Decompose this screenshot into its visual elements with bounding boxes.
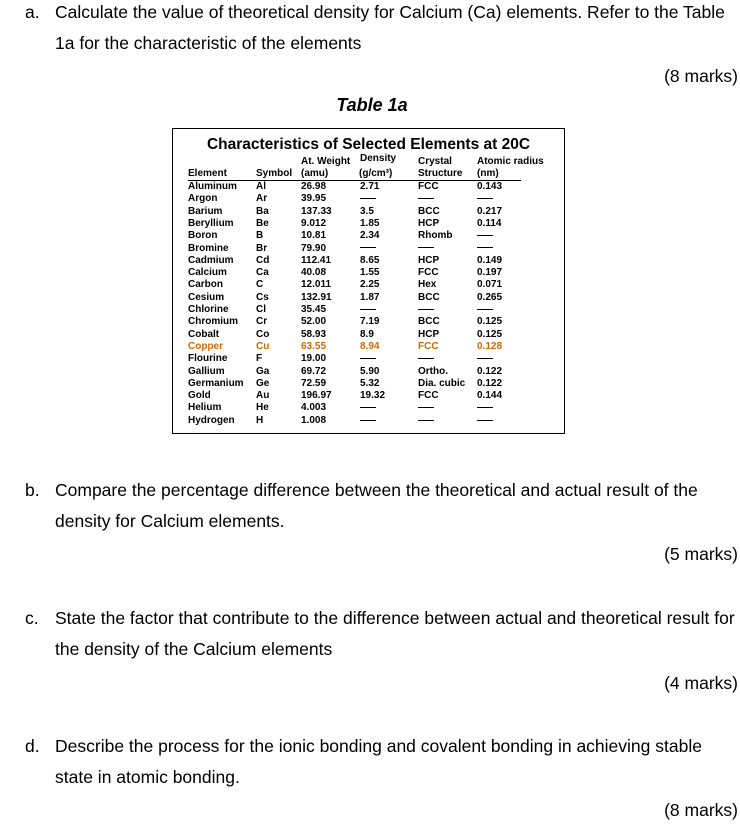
cell-weight: 26.98: [301, 181, 327, 192]
cell-symbol: H: [256, 414, 264, 426]
cell-symbol: Be: [256, 217, 269, 229]
cell-element: Helium: [188, 402, 222, 414]
cell-density: 7.19: [360, 316, 380, 328]
cell-density: 1.87: [360, 291, 380, 303]
cell-weight: 58.93: [301, 328, 327, 340]
marks-a: (8 marks): [664, 66, 738, 86]
empty-cell-dash: [360, 193, 376, 205]
cell-element: Hydrogen: [188, 414, 235, 426]
marks-b: (5 marks): [664, 544, 738, 564]
cell-element: Aluminum: [188, 181, 237, 192]
cell-radius: 0.265: [477, 291, 503, 303]
cell-element: Copper: [188, 340, 223, 352]
cell-element: Gold: [188, 390, 211, 402]
cell-element: Flourine: [188, 353, 228, 365]
cell-symbol: Cl: [256, 304, 266, 315]
cell-symbol: Cd: [256, 254, 270, 266]
cell-element: Barium: [188, 205, 223, 217]
cell-structure: FCC: [418, 340, 439, 352]
dash-mark: [360, 407, 376, 408]
empty-cell-dash: [418, 415, 434, 427]
cell-symbol: Br: [256, 242, 268, 254]
cell-structure: Dia. cubic: [418, 377, 466, 389]
cell-density: 2.25: [360, 279, 380, 291]
cell-symbol: Co: [256, 328, 270, 340]
cell-weight: 79.90: [301, 242, 327, 254]
marks-d: (8 marks): [664, 800, 738, 820]
cell-radius: 0.125: [477, 316, 503, 328]
dash-mark: [477, 407, 493, 408]
header-structure: Crystal: [418, 156, 452, 167]
dash-mark: [360, 198, 376, 199]
cell-symbol: Au: [256, 390, 270, 402]
header-weight: At. Weight: [301, 156, 351, 167]
cell-structure: Ortho.: [418, 365, 448, 377]
question-b: [25, 475, 740, 537]
cell-density: 5.90: [360, 365, 380, 377]
dash-mark: [477, 420, 493, 421]
cell-weight: 137.33: [301, 205, 332, 217]
cell-radius: 0.125: [477, 328, 503, 340]
cell-structure: BCC: [418, 291, 440, 303]
dash-mark: [477, 235, 493, 236]
cell-element: Carbon: [188, 279, 223, 291]
empty-cell-dash: [477, 304, 493, 316]
cell-density: 8.94: [360, 340, 380, 352]
cell-radius: 0.071: [477, 279, 503, 291]
cell-structure: FCC: [418, 181, 439, 192]
header-radius-unit: (nm): [477, 168, 499, 179]
question-label: a.: [25, 2, 40, 22]
cell-symbol: Cs: [256, 291, 269, 303]
empty-cell-dash: [477, 243, 493, 255]
cell-symbol: C: [256, 279, 264, 291]
cell-weight: 9.012: [301, 217, 327, 229]
empty-cell-dash: [477, 230, 493, 242]
cell-element: Calcium: [188, 267, 227, 279]
cell-structure: BCC: [418, 316, 440, 328]
cell-weight: 12.011: [301, 279, 332, 291]
cell-symbol: Cu: [256, 340, 270, 352]
cell-weight: 69.72: [301, 365, 327, 377]
cell-symbol: Ge: [256, 377, 270, 389]
dash-mark: [418, 198, 434, 199]
table-title: Characteristics of Selected Elements at 20C: [206, 136, 531, 153]
cell-element: Chromium: [188, 316, 238, 328]
cell-element: Boron: [188, 230, 218, 242]
dash-mark: [477, 198, 493, 199]
dash-mark: [360, 420, 376, 421]
header-density-unit: (g/cm³): [359, 168, 393, 179]
elements-table: [172, 128, 565, 434]
cell-weight: 72.59: [301, 377, 327, 389]
cell-symbol: Ba: [256, 205, 269, 217]
cell-element: Germanium: [188, 377, 244, 389]
header-density: Density: [360, 153, 397, 164]
cell-weight: 132.91: [301, 291, 332, 303]
cell-element: Beryllium: [188, 217, 234, 229]
empty-cell-dash: [418, 402, 434, 414]
cell-structure: Hex: [418, 279, 437, 291]
dash-mark: [477, 247, 493, 248]
cell-element: Cobalt: [188, 328, 220, 340]
cell-weight: 10.81: [301, 230, 327, 242]
cell-density: 19.32: [360, 390, 386, 402]
cell-density: 1.85: [360, 217, 380, 229]
cell-element: Cesium: [188, 291, 225, 303]
dash-mark: [360, 358, 376, 359]
cell-weight: 1.008: [301, 414, 327, 426]
header-radius: Atomic radius: [477, 156, 544, 167]
cell-symbol: Ar: [256, 193, 268, 205]
question-label: d.: [25, 736, 40, 756]
question-a: [25, 0, 740, 59]
cell-radius: 0.144: [477, 390, 503, 402]
header-structure-2: Structure: [418, 168, 463, 179]
cell-weight: 39.95: [301, 193, 327, 205]
question-label: b.: [25, 480, 40, 500]
empty-cell-dash: [360, 304, 376, 316]
cell-structure: Rhomb: [418, 230, 453, 242]
cell-symbol: F: [256, 353, 263, 365]
cell-weight: 4.003: [301, 402, 327, 414]
dash-mark: [418, 247, 434, 248]
header-element: Element: [188, 168, 227, 179]
cell-symbol: Ca: [256, 267, 269, 279]
empty-cell-dash: [418, 193, 434, 205]
cell-density: 8.65: [360, 254, 380, 266]
question-text: Compare the percentage difference between the theoretical and actual result of the density for Calcium elements.: [55, 480, 698, 531]
cell-weight: 112.41: [301, 254, 332, 266]
dash-mark: [477, 358, 493, 359]
cell-density: 5.32: [360, 377, 380, 389]
cell-structure: FCC: [418, 390, 439, 402]
cell-element: Argon: [188, 193, 218, 205]
cell-symbol: Cr: [256, 316, 268, 328]
empty-cell-dash: [477, 415, 493, 427]
cell-symbol: He: [256, 402, 269, 414]
cell-element: Chlorine: [188, 304, 229, 315]
marks-c: (4 marks): [664, 673, 738, 693]
cell-element: Gallium: [188, 365, 225, 377]
header-symbol: Symbol: [256, 168, 293, 179]
cell-symbol: Ga: [256, 365, 270, 377]
cell-radius: 0.217: [477, 205, 503, 217]
question-text: Calculate the value of theoretical density for Calcium (Ca) elements. Refer to the Table 1a for the characteristic of the elements: [55, 2, 725, 53]
table-caption: Table 1a: [336, 95, 408, 115]
dash-mark: [418, 309, 434, 310]
cell-weight: 63.55: [301, 340, 327, 352]
empty-cell-dash: [418, 304, 434, 316]
cell-structure: HCP: [418, 254, 440, 266]
cell-structure: HCP: [418, 328, 440, 340]
question-c: [25, 603, 740, 665]
empty-cell-dash: [477, 402, 493, 414]
cell-radius: 0.122: [477, 365, 503, 377]
question-label: c.: [25, 608, 39, 628]
cell-structure: BCC: [418, 205, 440, 217]
dash-mark: [477, 309, 493, 310]
dash-mark: [360, 247, 376, 248]
cell-density: 2.71: [360, 181, 380, 192]
question-text: Describe the process for the ionic bonding and covalent bonding in achieving stable state in atomic bonding.: [55, 736, 702, 787]
cell-weight: 40.08: [301, 267, 327, 279]
cell-radius: 0.143: [477, 181, 503, 192]
cell-radius: 0.197: [477, 267, 503, 279]
header-rule: [188, 180, 521, 181]
cell-radius: 0.128: [477, 340, 503, 352]
dash-mark: [418, 407, 434, 408]
cell-element: Cadmium: [188, 254, 234, 266]
question-text: State the factor that contribute to the difference between actual and theoretical result for the density of the Calcium elements: [55, 608, 735, 659]
cell-weight: 196.97: [301, 390, 332, 402]
cell-symbol: B: [256, 230, 264, 242]
empty-cell-dash: [360, 353, 376, 365]
cell-weight: 19.00: [301, 353, 327, 365]
empty-cell-dash: [360, 415, 376, 427]
empty-cell-dash: [360, 402, 376, 414]
empty-cell-dash: [418, 243, 434, 255]
empty-cell-dash: [477, 193, 493, 205]
question-d: [25, 731, 740, 793]
cell-radius: 0.149: [477, 254, 503, 266]
cell-structure: HCP: [418, 217, 440, 229]
cell-radius: 0.122: [477, 377, 503, 389]
cell-weight: 35.45: [301, 304, 327, 315]
cell-symbol: Al: [256, 181, 266, 192]
empty-cell-dash: [477, 353, 493, 365]
cell-weight: 52.00: [301, 316, 327, 328]
empty-cell-dash: [418, 353, 434, 365]
empty-cell-dash: [360, 243, 376, 255]
dash-mark: [418, 420, 434, 421]
dash-mark: [418, 358, 434, 359]
cell-structure: FCC: [418, 267, 439, 279]
cell-density: 8.9: [360, 328, 374, 340]
cell-density: 2.34: [360, 230, 380, 242]
cell-density: 1.55: [360, 267, 380, 279]
cell-radius: 0.114: [477, 217, 502, 229]
dash-mark: [360, 309, 376, 310]
header-weight-unit: (amu): [301, 168, 329, 179]
cell-density: 3.5: [360, 205, 374, 217]
cell-element: Bromine: [188, 242, 229, 254]
